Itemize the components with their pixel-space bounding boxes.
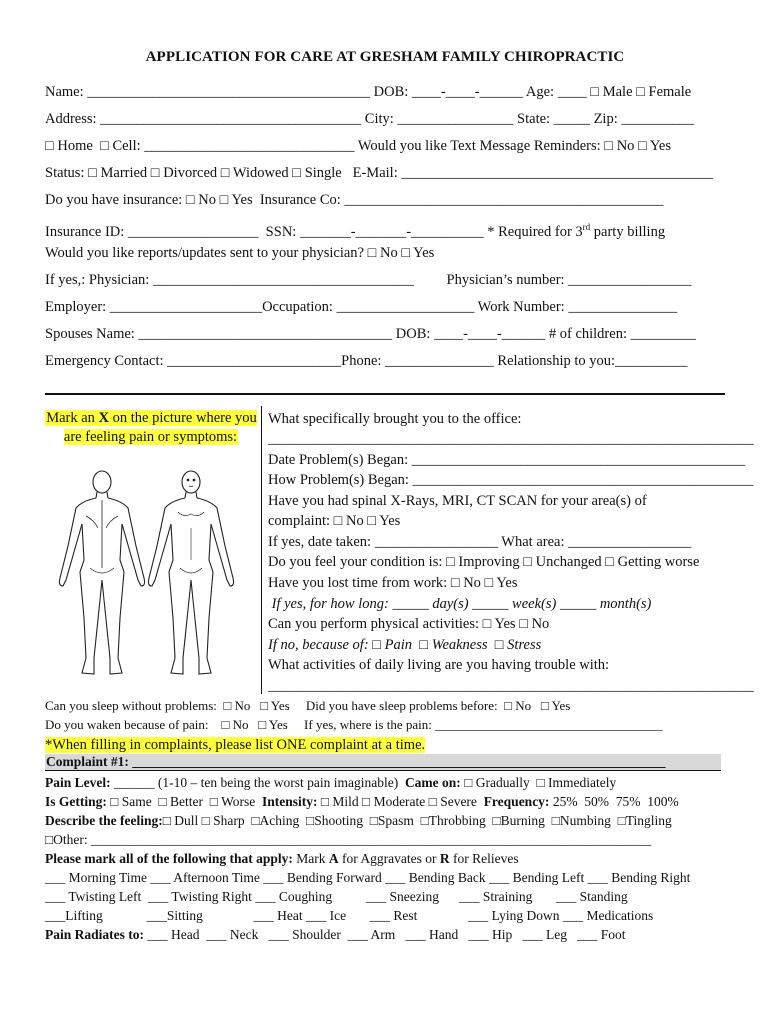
physician-line[interactable]: If yes,: Physician: ____________________________________ Physician’s number: _________________	[45, 272, 692, 288]
lost-time-duration-field[interactable]: If yes, for how long: _____ day(s) _____ week(s) _____ month(s)	[268, 596, 652, 612]
employer-line[interactable]: Employer: _____________________Occupation: ___________________ Work Number: _______________	[45, 299, 678, 315]
imaging-answer[interactable]: complaint: □ No □ Yes	[268, 513, 401, 529]
complaints-instruction: *When filling in complaints, please list ONE complaint at a time.	[45, 737, 426, 753]
mark-x-instruction: Mark an X on the picture where you are feeling pain or symptoms:	[46, 410, 257, 445]
activities-row-2[interactable]: ___ Twisting Left ___ Twisting Right ___ Coughing ___ Sneezing ___ Straining ___ Standing	[45, 889, 628, 904]
status-email-line[interactable]: Status: □ Married □ Divorced □ Widowed □ Single E-Mail: ___________________________________________	[45, 165, 714, 181]
daily-living-field[interactable]: ___________________________________________________________________	[268, 678, 754, 694]
daily-living-question: What activities of daily living are you having trouble with:	[268, 657, 610, 673]
condition-trend-options[interactable]: Do you feel your condition is: □ Improving □ Unchanged □ Getting worse	[268, 554, 700, 570]
emergency-contact-line[interactable]: Emergency Contact: ________________________Phone: _______________ Relationship to you:__________	[45, 353, 688, 369]
name-dob-age-sex-line[interactable]: Name: _______________________________________ DOB: ____-____-______ Age: ____ □ Male □ Female	[45, 84, 692, 100]
physical-activities-options[interactable]: Can you perform physical activities: □ Yes □ No	[268, 616, 550, 632]
what-brought-you-field[interactable]: ___________________________________________________________________	[268, 431, 754, 447]
body-back-view	[59, 471, 144, 674]
complaint-number-label: Complaint #1: _______________________________________________________________________________	[46, 754, 666, 769]
insurance-line[interactable]: Do you have insurance: □ No □ Yes Insurance Co: ____________________________________________	[45, 192, 664, 208]
spouse-line[interactable]: Spouses Name: ___________________________________ DOB: ____-____-______ # of children: _________	[45, 326, 696, 342]
physician-reports-line[interactable]: Would you like reports/updates sent to your physician? □ No □ Yes	[45, 245, 435, 261]
body-front-view	[148, 471, 233, 674]
aggravates-relieves-instruction: Please mark all of the following that apply: Mark A for Aggravates or R for Relieves	[45, 851, 519, 866]
waken-pain-line[interactable]: Do you waken because of pain: □ No □ Yes If yes, where is the pain: ___________________________________	[45, 717, 663, 732]
date-problem-began-field[interactable]: Date Problem(s) Began: ______________________________________________	[268, 452, 746, 468]
lost-work-time-options[interactable]: Have you lost time from work: □ No □ Yes	[268, 575, 518, 591]
phone-text-reminder-line[interactable]: □ Home □ Cell: _____________________________ Would you like Text Message Reminders: □ No □ Yes	[45, 138, 671, 154]
address-line[interactable]: Address: ____________________________________ City: ________________ State: _____ Zip: __________	[45, 111, 694, 127]
complaint-header-bar[interactable]	[45, 754, 721, 771]
insurance-id-ssn-line[interactable]: Insurance ID: __________________ SSN: _______-_______-__________ * Required for 3rd party billing	[45, 222, 666, 240]
pain-radiates-line[interactable]: Pain Radiates to: ___ Head ___ Neck ___ Shoulder ___ Arm ___ Hand ___ Hip ___ Leg ___ Foot	[45, 927, 626, 942]
activities-row-1[interactable]: ___ Morning Time ___ Afternoon Time ___ Bending Forward ___ Bending Back ___ Bending Left ___ Bending Right	[45, 870, 691, 885]
is-getting-intensity-frequency-line[interactable]: Is Getting: □ Same □ Better □ Worse Intensity: □ Mild □ Moderate □ Severe Frequency: 25% 50% 75% 100%	[45, 794, 679, 809]
pain-level-line[interactable]: Pain Level: ______ (1-10 – ten being the worst pain imaginable) Came on: □ Gradually □ Immediately	[45, 775, 617, 790]
section-divider	[45, 393, 725, 395]
limitation-reason-options[interactable]: If no, because of: □ Pain □ Weakness □ Stress	[268, 637, 542, 653]
body-diagram[interactable]	[50, 468, 250, 683]
how-problem-began-field[interactable]: How Problem(s) Began: _______________________________________________	[268, 472, 754, 488]
page-title: APPLICATION FOR CARE AT GRESHAM FAMILY CHIROPRACTIC	[145, 49, 625, 65]
imaging-date-area-field[interactable]: If yes, date taken: _________________ What area: _________________	[268, 534, 692, 550]
describe-feeling-line[interactable]: Describe the feeling:□ Dull □ Sharp □Aching □Shooting □Spasm □Throbbing □Burning □Numbing □Tingling	[45, 813, 672, 828]
column-divider	[261, 406, 262, 694]
sleep-problems-line[interactable]: Can you sleep without problems: □ No □ Yes Did you have sleep problems before: □ No □ Yes	[45, 698, 571, 713]
other-feeling-field[interactable]: □Other: ___________________________________________________________________________________	[45, 832, 652, 847]
activities-row-3[interactable]: ___Lifting ___Sitting ___ Heat ___ Ice ___ Rest ___ Lying Down ___ Medications	[45, 908, 654, 923]
imaging-question: Have you had spinal X-Rays, MRI, CT SCAN for your area(s) of	[268, 493, 647, 509]
what-brought-you-question: What specifically brought you to the office:	[268, 411, 522, 427]
